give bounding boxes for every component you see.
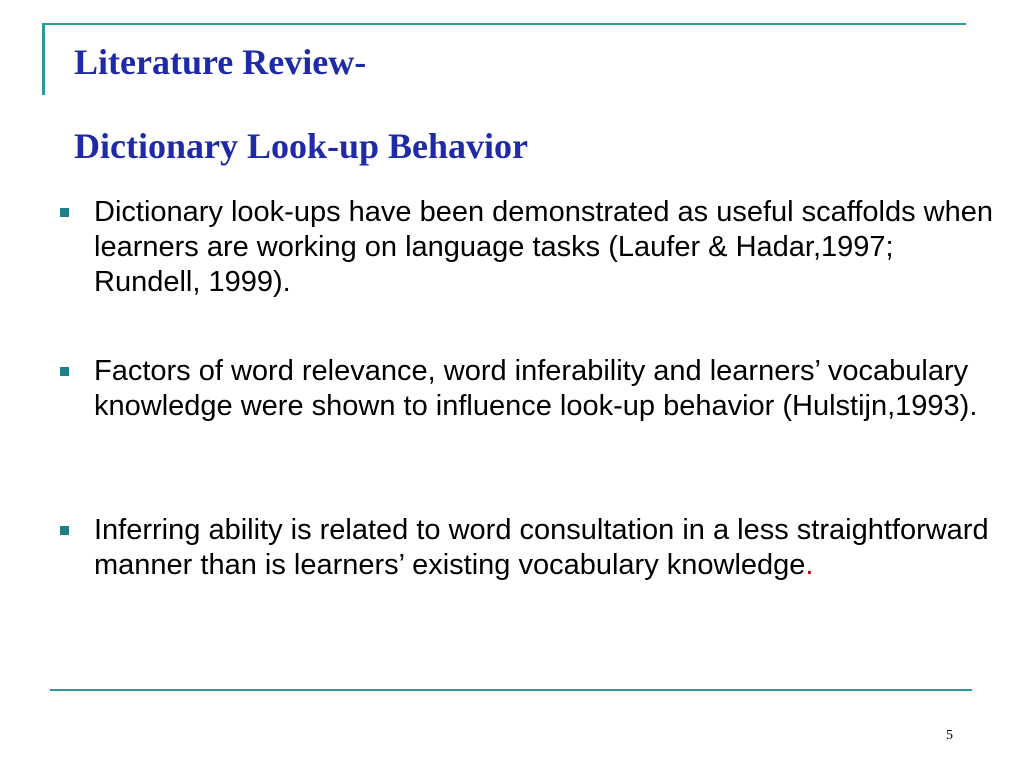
square-bullet-icon [60, 367, 69, 376]
bullet-text-1: Dictionary look-ups have been demonstrated as useful scaffolds when learners are working on language tasks (Laufer & Hadar,1997; Rundell, 1999). [94, 196, 993, 298]
bullet-text-3-body: Inferring ability is related to word consultation in a less straightforward manner than is learners’ existing vocabulary knowledge [94, 514, 989, 581]
bullet-text-2: Factors of word relevance, word inferability and learners’ vocabulary knowledge were shown to influence look-up behavior (Hulstijn,1993). [94, 355, 978, 422]
top-frame-line [44, 23, 966, 25]
page-number: 5 [946, 728, 953, 743]
bottom-frame-line [50, 689, 972, 691]
square-bullet-icon [60, 208, 69, 217]
title-line-1: Literature Review- [74, 42, 367, 82]
bullet-text-3 [94, 513, 999, 583]
title-line-2: Dictionary Look-up Behavior [74, 126, 529, 166]
left-frame-line [42, 23, 45, 95]
red-period: . [805, 549, 814, 581]
square-bullet-icon [60, 526, 69, 535]
